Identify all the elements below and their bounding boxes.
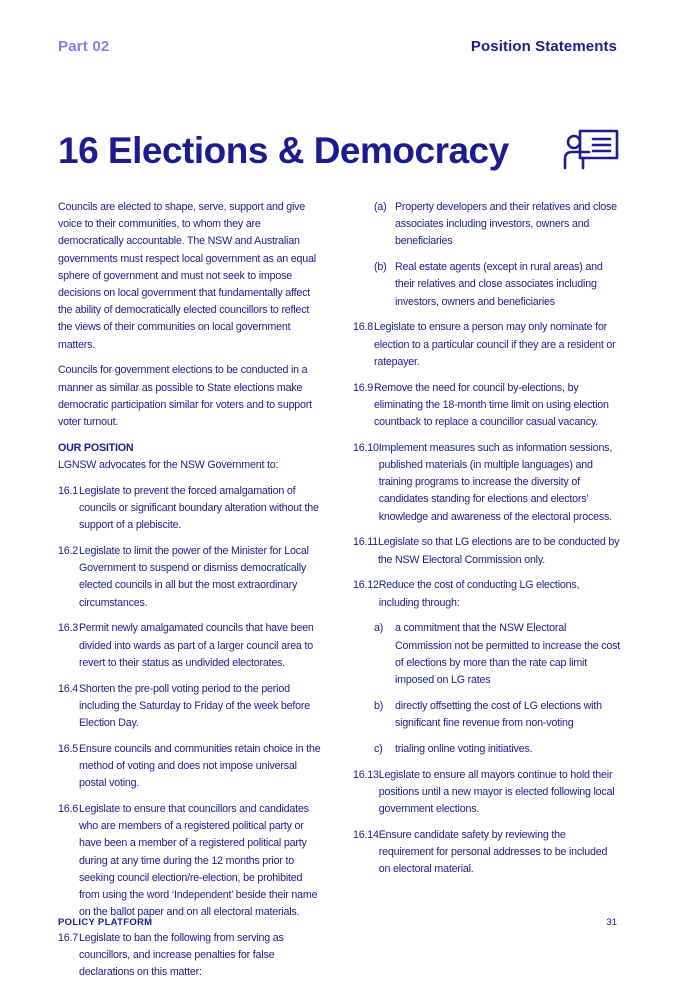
item-text: Ensure candidate safety by reviewing the requirement for personal addresses to be included on electoral material. — [378, 828, 608, 876]
item-text: Legislate to ban the following from serving as councillors, and increase penalties for false declarations on this matter: — [79, 932, 284, 979]
item-number: 16.14 — [353, 828, 379, 841]
intro-paragraph-1: Councils are elected to shape, serve, support and give voice to their communities, to whom they are democratically accountable. The NSW and Australian governments must respect local government as an equal sphere of government and must not seek to impose decisions on local government that fundamentally affect the ability of democratically elected councillors to reflect the views of their communities on local government matters. — [58, 201, 316, 351]
presenter-board-icon — [563, 128, 619, 170]
item-number: 16.11 — [353, 536, 378, 549]
item-number: 16.1 — [58, 484, 79, 497]
item-number: 16.4 — [58, 682, 79, 695]
page-title: 16 Elections & Democracy — [58, 130, 509, 171]
sub-item-letter: (a) — [374, 201, 387, 213]
item-text: Legislate to ensure all mayors continue to hold their positions until a new mayor is elected following local government elections. — [378, 768, 615, 816]
item-number: 16.8 — [353, 321, 374, 334]
right-column — [353, 199, 621, 887]
position-item-16-8 — [353, 319, 621, 371]
sub-item-16-12-c — [353, 741, 621, 758]
position-item-16-12 — [353, 577, 621, 611]
position-item-16-6 — [58, 801, 324, 921]
sub-item-text: directly offsetting the cost of LG elections with significant fine revenue from non-voting — [395, 699, 602, 730]
left-column — [58, 199, 324, 990]
item-text: Permit newly amalgamated councils that have been divided into wards as part of a larger council area to revert to their status as undivided electorates. — [79, 622, 314, 669]
page-number: 31 — [606, 917, 617, 928]
item-text: Legislate to ensure that councillors and candidates who are members of a registered political party or have been a member of a registered political party during at any time during the 12 months prior to seeking council election/re-election, be prohibited from using the word ‘Independent’ beside their name on the ballot paper and on all electoral materials. — [79, 803, 318, 919]
sub-item-text: a commitment that the NSW Electoral Commission not be permitted to increase the cost of elections by more than the rate cap limit imposed on LG rates — [395, 622, 621, 687]
position-item-16-1 — [58, 483, 324, 535]
sub-item-letter: a) — [374, 622, 384, 635]
position-item-16-9 — [353, 380, 621, 432]
item-number: 16.7 — [58, 932, 79, 945]
sub-item-letter: (b) — [374, 261, 387, 274]
our-position-heading: OUR POSITION — [58, 441, 134, 454]
sub-item-text: Real estate agents (except in rural areas) and their relatives and close associates including investors, owners and beneficiaries — [395, 261, 603, 308]
item-number: 16.5 — [58, 742, 79, 755]
item-number: 16.3 — [58, 622, 79, 635]
sub-item-text: trialing online voting initiatives. — [395, 742, 533, 755]
sub-item-text: Property developers and their relatives and close associates including investors, owners and beneficiaries — [395, 201, 617, 248]
item-number: 16.9 — [353, 381, 374, 394]
item-text: Remove the need for council by-elections, by eliminating the 18-month time limit on using election countback to replace a councillor casual vacancy. — [374, 381, 609, 429]
position-item-16-3 — [58, 620, 324, 672]
section-label: Position Statements — [470, 38, 617, 55]
position-item-16-4 — [58, 681, 324, 733]
part-label: Part 02 — [58, 38, 110, 55]
position-item-16-14 — [353, 827, 621, 879]
item-text: Reduce the cost of conducting LG elections, including through: — [378, 579, 580, 609]
footer-label: POLICY PLATFORM — [58, 917, 153, 928]
position-item-16-5 — [58, 741, 324, 793]
position-item-16-7 — [58, 930, 324, 982]
position-item-16-10 — [353, 440, 621, 526]
sub-item-16-12-a — [353, 620, 621, 689]
item-number: 16.6 — [58, 803, 79, 816]
item-text: Legislate to limit the power of the Minister for Local Government to suspend or dismiss democratically elected councils in all but the most extraordinary circumstances. — [79, 545, 309, 609]
our-position-lead: LGNSW advocates for the NSW Government to: — [58, 459, 279, 472]
sub-item-letter: b) — [374, 699, 384, 712]
item-number: 16.10 — [353, 441, 379, 454]
position-item-16-11 — [353, 534, 621, 568]
item-text: Legislate so that LG elections are to be conducted by the NSW Electoral Commission only. — [377, 536, 620, 566]
item-number: 16.2 — [58, 545, 79, 558]
position-item-16-2 — [58, 543, 324, 612]
item-text: Legislate to ensure a person may only nominate for election to a particular council if they are a resident or ratepayer. — [374, 321, 616, 368]
sub-item-16-12-b — [353, 698, 621, 732]
item-number: 16.12 — [353, 579, 379, 592]
item-text: Ensure councils and communities retain choice in the method of voting and does not impose universal postal voting. — [79, 742, 321, 790]
position-item-16-13 — [353, 767, 621, 819]
item-text: Shorten the pre-poll voting period to the period including the Saturday to Friday of the week before Election Day. — [79, 682, 311, 730]
sub-item-16-7-a — [353, 199, 621, 251]
sub-item-letter: c) — [374, 742, 383, 755]
item-text: Legislate to prevent the forced amalgamation of councils or significant boundary alteration without the support of a plebiscite. — [79, 484, 319, 532]
intro-paragraph-2: Councils for government elections to be conducted in a manner as similar as possible to State elections make democratic participation similar for voters and to support voter turnout. — [58, 364, 312, 429]
item-number: 16.13 — [353, 768, 379, 781]
item-text: Implement measures such as information sessions, published materials (in multiple languages) and training programs to increase the diversity of candidates standing for elections and electors’ knowledge and awareness of the electoral process. — [378, 441, 613, 523]
sub-item-16-7-b — [353, 259, 621, 311]
